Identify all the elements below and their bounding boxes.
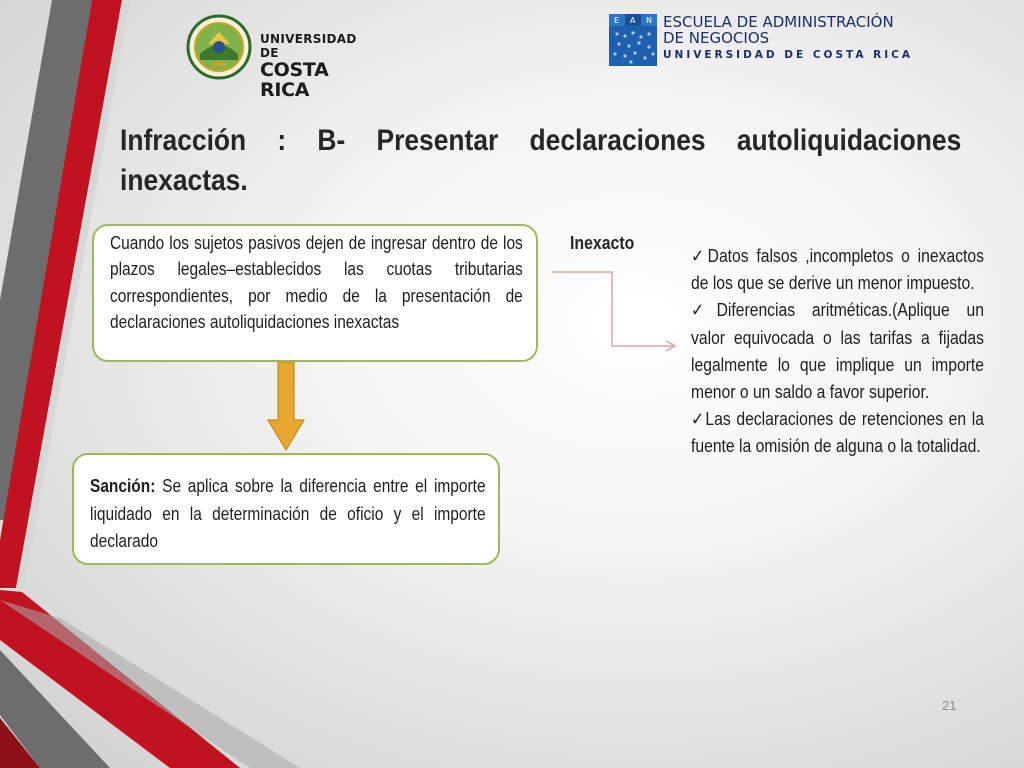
inexacto-list	[691, 243, 984, 461]
slide-title: Infracción : B- Presentar declaraciones autoliquidaciones inexactas.	[120, 124, 962, 197]
ean-wordmark	[663, 14, 913, 61]
sancion-body: Se aplica sobre la diferencia entre el importe liquidado en la determinación de oficio y el importe declarado	[90, 476, 486, 551]
list-item-text: Datos falsos ,incompletos o inexactos de los que se derive un menor impuesto.	[691, 246, 984, 294]
svg-text:A: A	[630, 16, 636, 25]
list-item-text: Diferencias aritméticas.(Aplique un valor equivocada o las tarifas a fijadas legalmente lo que implique un importe menor o un saldo a favor superior.	[691, 300, 984, 403]
sancion-box	[72, 453, 500, 565]
list-item	[691, 406, 984, 460]
page-number: 21	[942, 698, 957, 713]
ucr-seal-icon	[186, 14, 252, 80]
ean-mark-icon	[609, 14, 657, 66]
ean-wordmark-line3: UNIVERSIDAD DE COSTA RICA	[663, 49, 913, 61]
list-item-text: Las declaraciones de retenciones en la fuente la omisión de alguna o la totalidad.	[691, 409, 984, 457]
ean-wordmark-line2: DE NEGOCIOS	[663, 29, 770, 47]
checkmark-icon: ✓	[691, 246, 708, 266]
description-box	[92, 224, 538, 362]
svg-text:N: N	[646, 16, 652, 25]
ucr-wordmark	[260, 32, 376, 100]
ean-logo	[609, 14, 919, 70]
ean-wordmark-line1: ESCUELA DE ADMINISTRACIÓN	[663, 13, 894, 31]
ucr-logo	[186, 14, 376, 101]
checkmark-icon: ✓	[691, 300, 717, 321]
description-text: Cuando los sujetos pasivos dejen de ingresar dentro de los plazos legales–establecidos las cuotas tributarias correspondientes, por medio de la presentación de declaraciones autoliquidaciones inexactas	[110, 233, 523, 332]
down-arrow-icon	[266, 362, 306, 452]
list-item	[691, 243, 984, 297]
list-item	[691, 297, 984, 406]
sancion-label: Sanción:	[90, 476, 156, 496]
ucr-wordmark-line2: COSTA RICA	[260, 59, 329, 101]
svg-text:E: E	[614, 16, 620, 25]
checkmark-icon: ✓	[691, 409, 706, 430]
sancion-text	[90, 473, 486, 556]
ucr-wordmark-line1: UNIVERSIDAD DE	[260, 32, 357, 60]
inexacto-label: Inexacto	[570, 233, 635, 253]
connector-arrow	[550, 270, 680, 352]
